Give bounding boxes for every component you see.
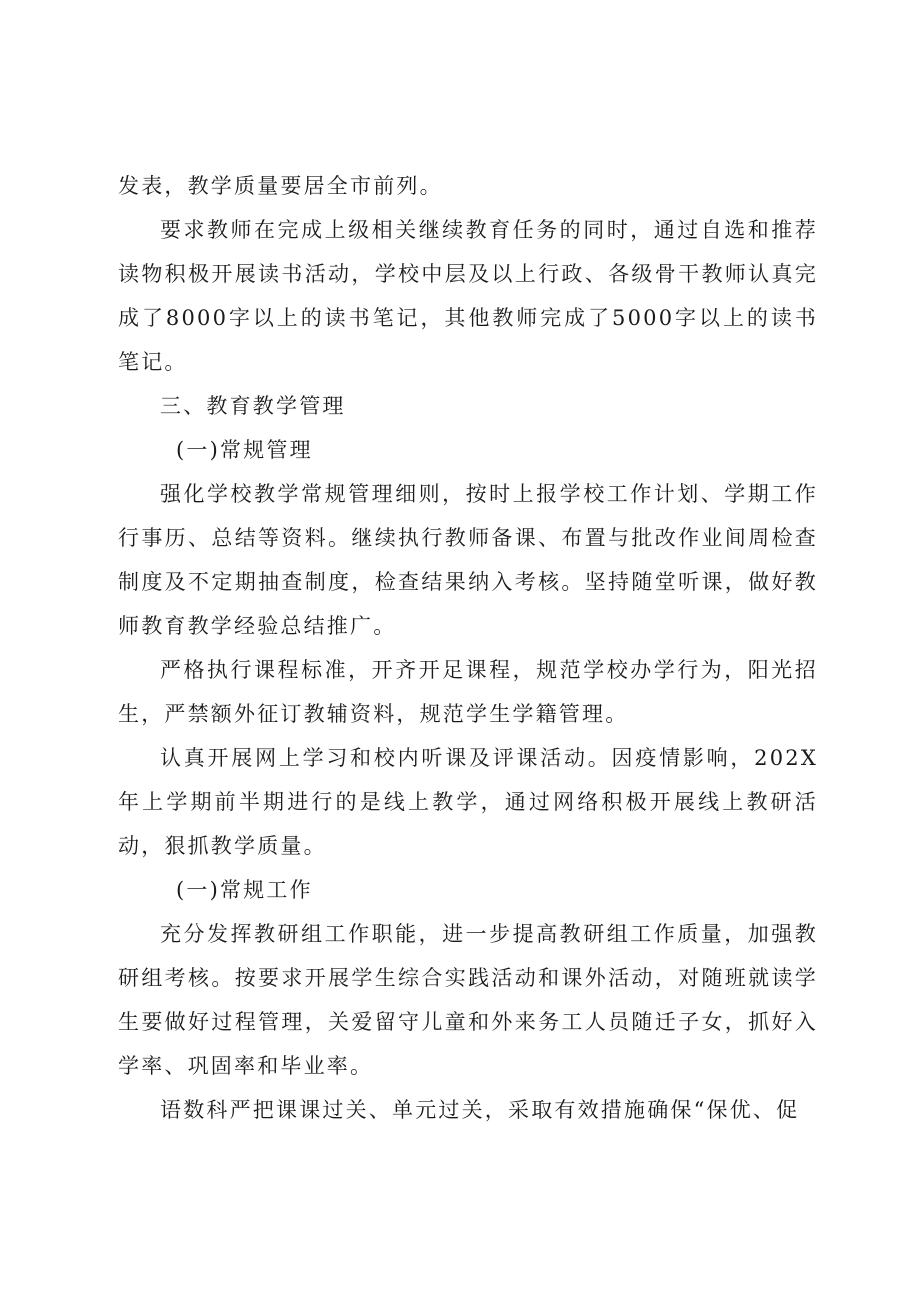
paragraph-teaching-research: 充分发挥教研组工作职能，进一步提高教研组工作质量，加强教研组考核。按要求开展学生综合实践活动和课外活动，对随班就读学生要做好过程管理，关爱留守儿童和外来务工人员随迁子女，抓好入学率、巩固率和毕业率。 bbox=[118, 922, 818, 1078]
document-body bbox=[118, 164, 818, 1132]
section-heading-teaching-management: 三、教育教学管理 bbox=[160, 394, 346, 418]
paragraph-routine-rules: 强化学校教学常规管理细则，按时上报学校工作计划、学期工作行事历、总结等资料。继续执行教师备课、布置与批改作业间周检查制度及不定期抽查制度，检查结果纳入考核。坚持随堂听课，做好教师教育教学经验总结推广。 bbox=[118, 482, 818, 638]
subsection-heading-routine-work: (一)常规工作 bbox=[176, 878, 313, 902]
paragraph-curriculum-standards: 严格执行课程标准，开齐开足课程，规范学校办学行为，阳光招生，严禁额外征订教辅资料，规范学生学籍管理。 bbox=[118, 658, 818, 726]
paragraph-chinese-math: 语数科严把课课过关、单元过关，采取有效措施确保“保优、促 bbox=[160, 1098, 800, 1122]
paragraph-online-learning: 认真开展网上学习和校内听课及评课活动。因疫情影响，202X年上学期前半期进行的是线上教学，通过网络积极开展线上教研活动，狠抓教学质量。 bbox=[118, 746, 818, 858]
subsection-heading-routine-management: (一)常规管理 bbox=[176, 438, 313, 462]
paragraph-reading-activities: 要求教师在完成上级相关继续教育任务的同时，通过自选和推荐读物积极开展读书活动，学校中层及以上行政、各级骨干教师认真完成了8000字以上的读书笔记，其他教师完成了5000字以上的读书笔记。 bbox=[118, 218, 818, 374]
paragraph-continuation: 发表，教学质量要居全市前列。 bbox=[118, 174, 443, 198]
